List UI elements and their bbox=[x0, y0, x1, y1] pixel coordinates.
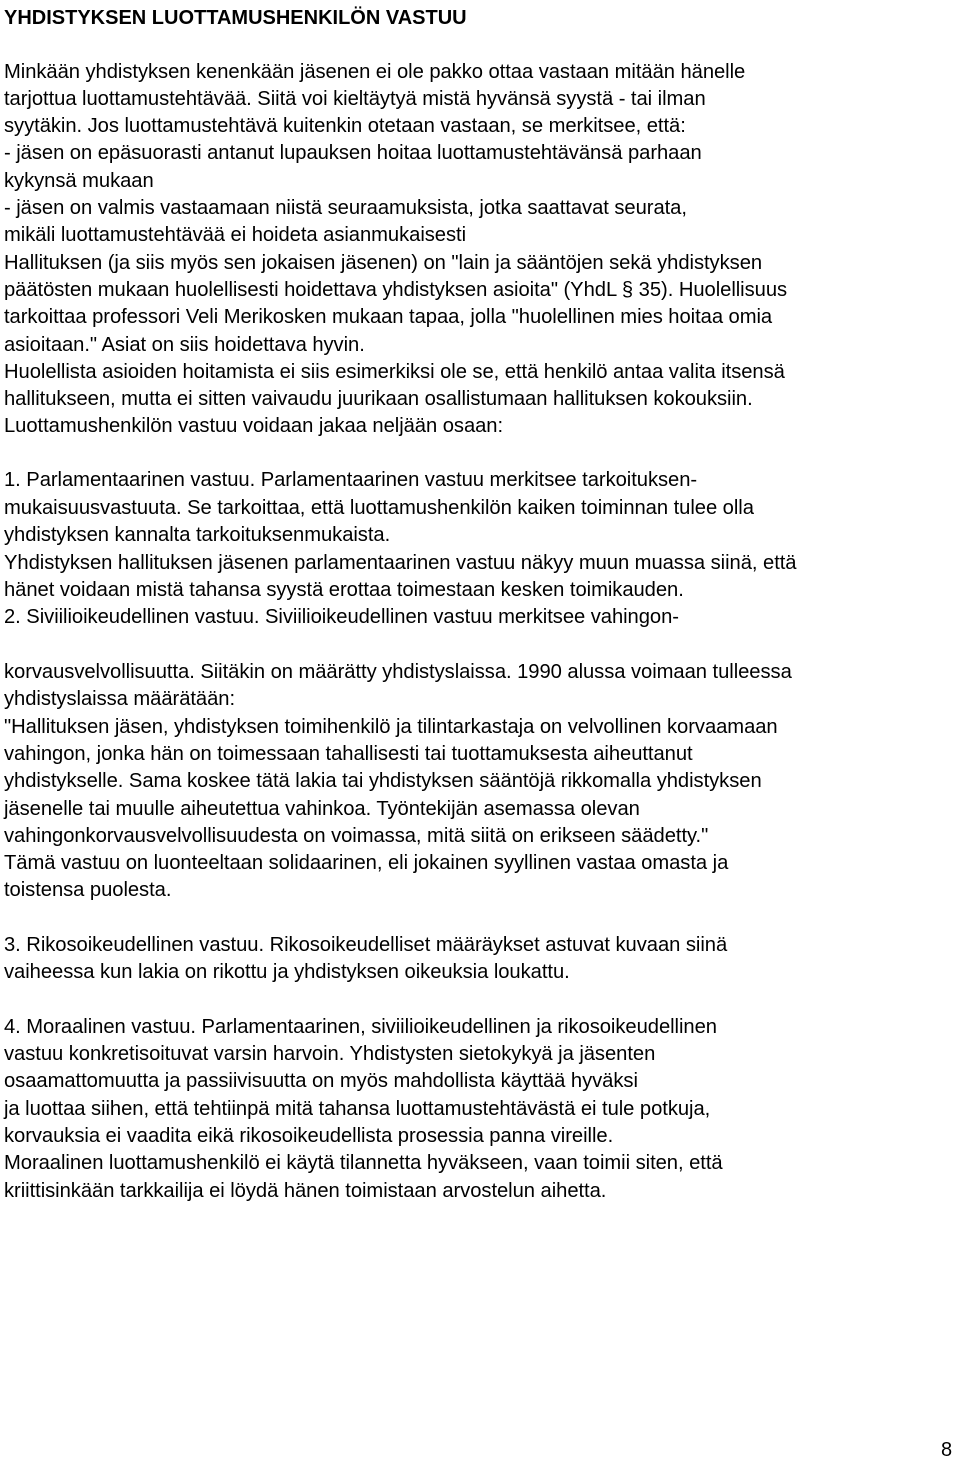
text-line: mukaisuusvastuuta. Se tarkoittaa, että luottamushenkilön kaiken toiminnan tulee olla bbox=[4, 497, 754, 519]
document-title: YHDISTYKSEN LUOTTAMUSHENKILÖN VASTUU bbox=[4, 7, 467, 29]
text-line: toistensa puolesta. bbox=[4, 879, 172, 901]
text-line: hänet voidaan mistä tahansa syystä erottaa toimestaan kesken toimikauden. bbox=[4, 579, 684, 601]
text-line: osaamattomuutta ja passiivisuutta on myös mahdollista käyttää hyväksi bbox=[4, 1070, 638, 1092]
text-line: kriittisinkään tarkkailija ei löydä hänen toimistaan arvostelun aihetta. bbox=[4, 1180, 607, 1202]
text-line: Luottamushenkilön vastuu voidaan jakaa neljään osaan: bbox=[4, 415, 504, 437]
text-line: 3. Rikosoikeudellinen vastuu. Rikosoikeudelliset määräykset astuvat kuvaan siinä bbox=[4, 934, 728, 956]
text-line: Huolellista asioiden hoitamista ei siis esimerkiksi ole se, että henkilö antaa valita itsensä bbox=[4, 361, 785, 383]
page-number: 8 bbox=[941, 1439, 953, 1461]
text-line: jäsenelle tai muulle aiheutettua vahinkoa. Työntekijän asemassa olevan bbox=[4, 798, 640, 820]
text-line: korvauksia ei vaadita eikä rikosoikeudellista prosessia panna vireille. bbox=[4, 1125, 614, 1147]
text-line: 1. Parlamentaarinen vastuu. Parlamentaarinen vastuu merkitsee tarkoituksen- bbox=[4, 469, 698, 491]
text-line: Minkään yhdistyksen kenenkään jäsenen ei ole pakko ottaa vastaan mitään hänelle bbox=[4, 61, 746, 83]
text-line: Yhdistyksen hallituksen jäsenen parlamentaarinen vastuu näkyy muun muassa siinä, että bbox=[4, 552, 797, 574]
text-line: vahingonkorvausvelvollisuudesta on voimassa, mitä siitä on erikseen säädetty." bbox=[4, 825, 709, 847]
text-line: "Hallituksen jäsen, yhdistyksen toimihenkilö ja tilintarkastaja on velvollinen korvaamaan bbox=[4, 716, 778, 738]
text-line: asioitaan." Asiat on siis hoidettava hyvin. bbox=[4, 334, 365, 356]
text-line: yhdistyksen kannalta tarkoituksenmukaista. bbox=[4, 524, 391, 546]
text-line: - jäsen on epäsuorasti antanut lupauksen hoitaa luottamustehtävänsä parhaan bbox=[4, 142, 702, 164]
text-line: päätösten mukaan huolellisesti hoidettava yhdistyksen asioita" (YhdL § 35). Huolellisuus bbox=[4, 279, 788, 301]
text-line: hallitukseen, mutta ei sitten vaivaudu juurikaan osallistumaan hallituksen kokouksiin. bbox=[4, 388, 753, 410]
text-line: - jäsen on valmis vastaamaan niistä seuraamuksista, jotka saattavat seurata, bbox=[4, 197, 687, 219]
text-line: 2. Siviilioikeudellinen vastuu. Siviilioikeudellinen vastuu merkitsee vahingon- bbox=[4, 606, 679, 628]
text-line: vaiheessa kun lakia on rikottu ja yhdistyksen oikeuksia loukattu. bbox=[4, 961, 570, 983]
text-line: korvausvelvollisuutta. Siitäkin on määrätty yhdistyslaissa. 1990 alussa voimaan tulleessa bbox=[4, 661, 792, 683]
text-line: mikäli luottamustehtävää ei hoideta asianmukaisesti bbox=[4, 224, 467, 246]
text-line: ja luottaa siihen, että tehtiinpä mitä tahansa luottamustehtävästä ei tule potkuja, bbox=[4, 1098, 711, 1120]
text-line: tarkoittaa professori Veli Merikosken mukaan tapaa, jolla "huolellinen mies hoitaa omia bbox=[4, 306, 773, 328]
text-line: yhdistyslaissa määrätään: bbox=[4, 688, 236, 710]
text-line: 4. Moraalinen vastuu. Parlamentaarinen, siviilioikeudellinen ja rikosoikeudellinen bbox=[4, 1016, 717, 1038]
text-line: syytäkin. Jos luottamustehtävä kuitenkin otetaan vastaan, se merkitsee, että: bbox=[4, 115, 686, 137]
text-line: tarjottua luottamustehtävää. Siitä voi kieltäytyä mistä hyvänsä syystä - tai ilman bbox=[4, 88, 706, 110]
text-line: Tämä vastuu on luonteeltaan solidaarinen, eli jokainen syyllinen vastaa omasta ja bbox=[4, 852, 729, 874]
text-line: kykynsä mukaan bbox=[4, 170, 154, 192]
text-line: vastuu konkretisoituvat varsin harvoin. Yhdistysten sietokykyä ja jäsenten bbox=[4, 1043, 656, 1065]
text-line: Hallituksen (ja siis myös sen jokaisen jäsenen) on "lain ja sääntöjen sekä yhdistyksen bbox=[4, 252, 763, 274]
text-line: Moraalinen luottamushenkilö ei käytä tilannetta hyväkseen, vaan toimii siten, että bbox=[4, 1152, 723, 1174]
text-line: vahingon, jonka hän on toimessaan tahallisesti tai tuottamuksesta aiheuttanut bbox=[4, 743, 693, 765]
text-line: yhdistykselle. Sama koskee tätä lakia tai yhdistyksen sääntöjä rikkomalla yhdistyksen bbox=[4, 770, 762, 792]
